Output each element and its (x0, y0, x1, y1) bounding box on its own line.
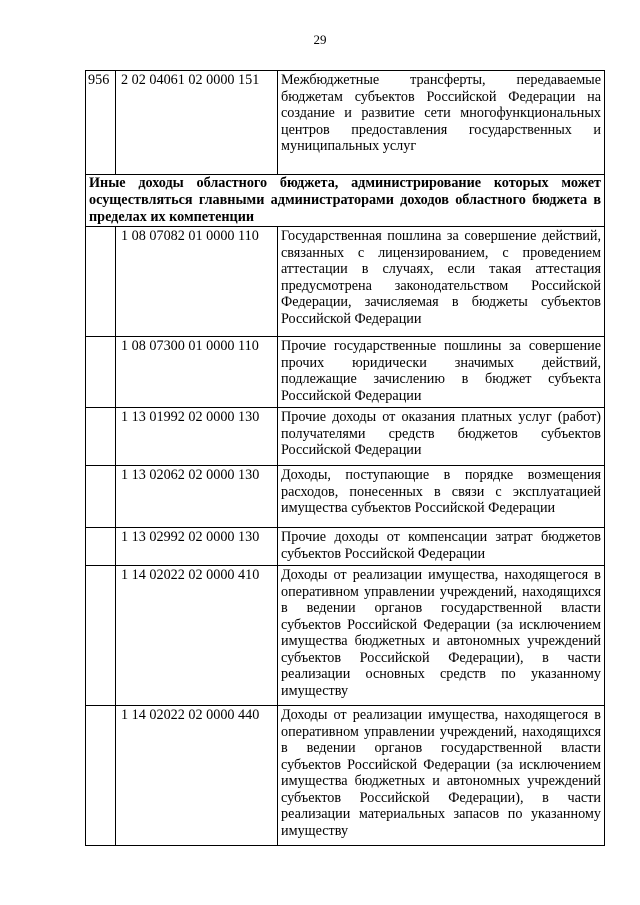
admin-code-cell (86, 706, 116, 846)
revenue-name-cell: Межбюджетные трансферты, передаваемые бюджетам субъектов Российской Федерации на создание и развитие сети многофункциональных центров предоставления государственных и муниципальных услуг (278, 71, 605, 175)
revenue-code-cell: 1 08 07300 01 0000 110 (116, 337, 278, 408)
page-number: 29 (313, 32, 327, 47)
section-header-row (86, 175, 605, 227)
revenue-code-cell: 1 14 02022 02 0000 410 (116, 566, 278, 706)
admin-code-cell (86, 227, 116, 337)
table-row (86, 466, 605, 528)
revenue-code-cell: 1 13 02992 02 0000 130 (116, 528, 278, 566)
table-row (86, 71, 605, 175)
table-row (86, 408, 605, 466)
revenue-name-cell: Прочие доходы от компенсации затрат бюджетов субъектов Российской Федерации (278, 528, 605, 566)
table-row (86, 337, 605, 408)
revenue-name-cell: Доходы от реализации имущества, находящегося в оперативном управлении учреждений, находящихся в ведении органов государственной власти субъектов Российской Федерации (за исключением имущества бюджетных и автономных учреждений субъектов Российской Федерации), в части реализации основных средств по указанному имуществу (278, 566, 605, 706)
admin-code-cell (86, 408, 116, 466)
admin-code-cell (86, 528, 116, 566)
revenue-name-cell: Доходы от реализации имущества, находящегося в оперативном управлении учреждений, находящихся в ведении органов государственной власти субъектов Российской Федерации (за исключением имущества бюджетных и автономных учреждений субъектов Российской Федерации), в части реализации материальных запасов по указанному имуществу (278, 706, 605, 846)
revenue-name-cell: Государственная пошлина за совершение действий, связанных с лицензированием, с проведением аттестации в случаях, если такая аттестация предусмотрена законодательством Российской Федерации, зачисляемая в бюджеты субъектов Российской Федерации (278, 227, 605, 337)
admin-code-cell (86, 337, 116, 408)
revenue-name-cell: Прочие доходы от оказания платных услуг (работ) получателями средств бюджетов субъектов Российской Федерации (278, 408, 605, 466)
table-row (86, 566, 605, 706)
table-row (86, 227, 605, 337)
revenue-code-cell: 1 13 01992 02 0000 130 (116, 408, 278, 466)
section-header: Иные доходы областного бюджета, администрирование которых может осуществляться главными администраторами доходов областного бюджета в пределах их компетенции (86, 175, 605, 227)
table-row (86, 706, 605, 846)
revenue-codes-table (85, 70, 605, 846)
revenue-name-cell: Прочие государственные пошлины за совершение прочих юридически значимых действий, подлежащие зачислению в бюджет субъекта Российской Федерации (278, 337, 605, 408)
revenue-code-cell: 1 13 02062 02 0000 130 (116, 466, 278, 528)
admin-code-cell (86, 466, 116, 528)
admin-code-cell (86, 566, 116, 706)
revenue-name-cell: Доходы, поступающие в порядке возмещения расходов, понесенных в связи с эксплуатацией имущества субъектов Российской Федерации (278, 466, 605, 528)
revenue-code-cell: 2 02 04061 02 0000 151 (116, 71, 278, 175)
admin-code-cell: 956 (86, 71, 116, 175)
table-row (86, 528, 605, 566)
revenue-code-cell: 1 14 02022 02 0000 440 (116, 706, 278, 846)
revenue-code-cell: 1 08 07082 01 0000 110 (116, 227, 278, 337)
